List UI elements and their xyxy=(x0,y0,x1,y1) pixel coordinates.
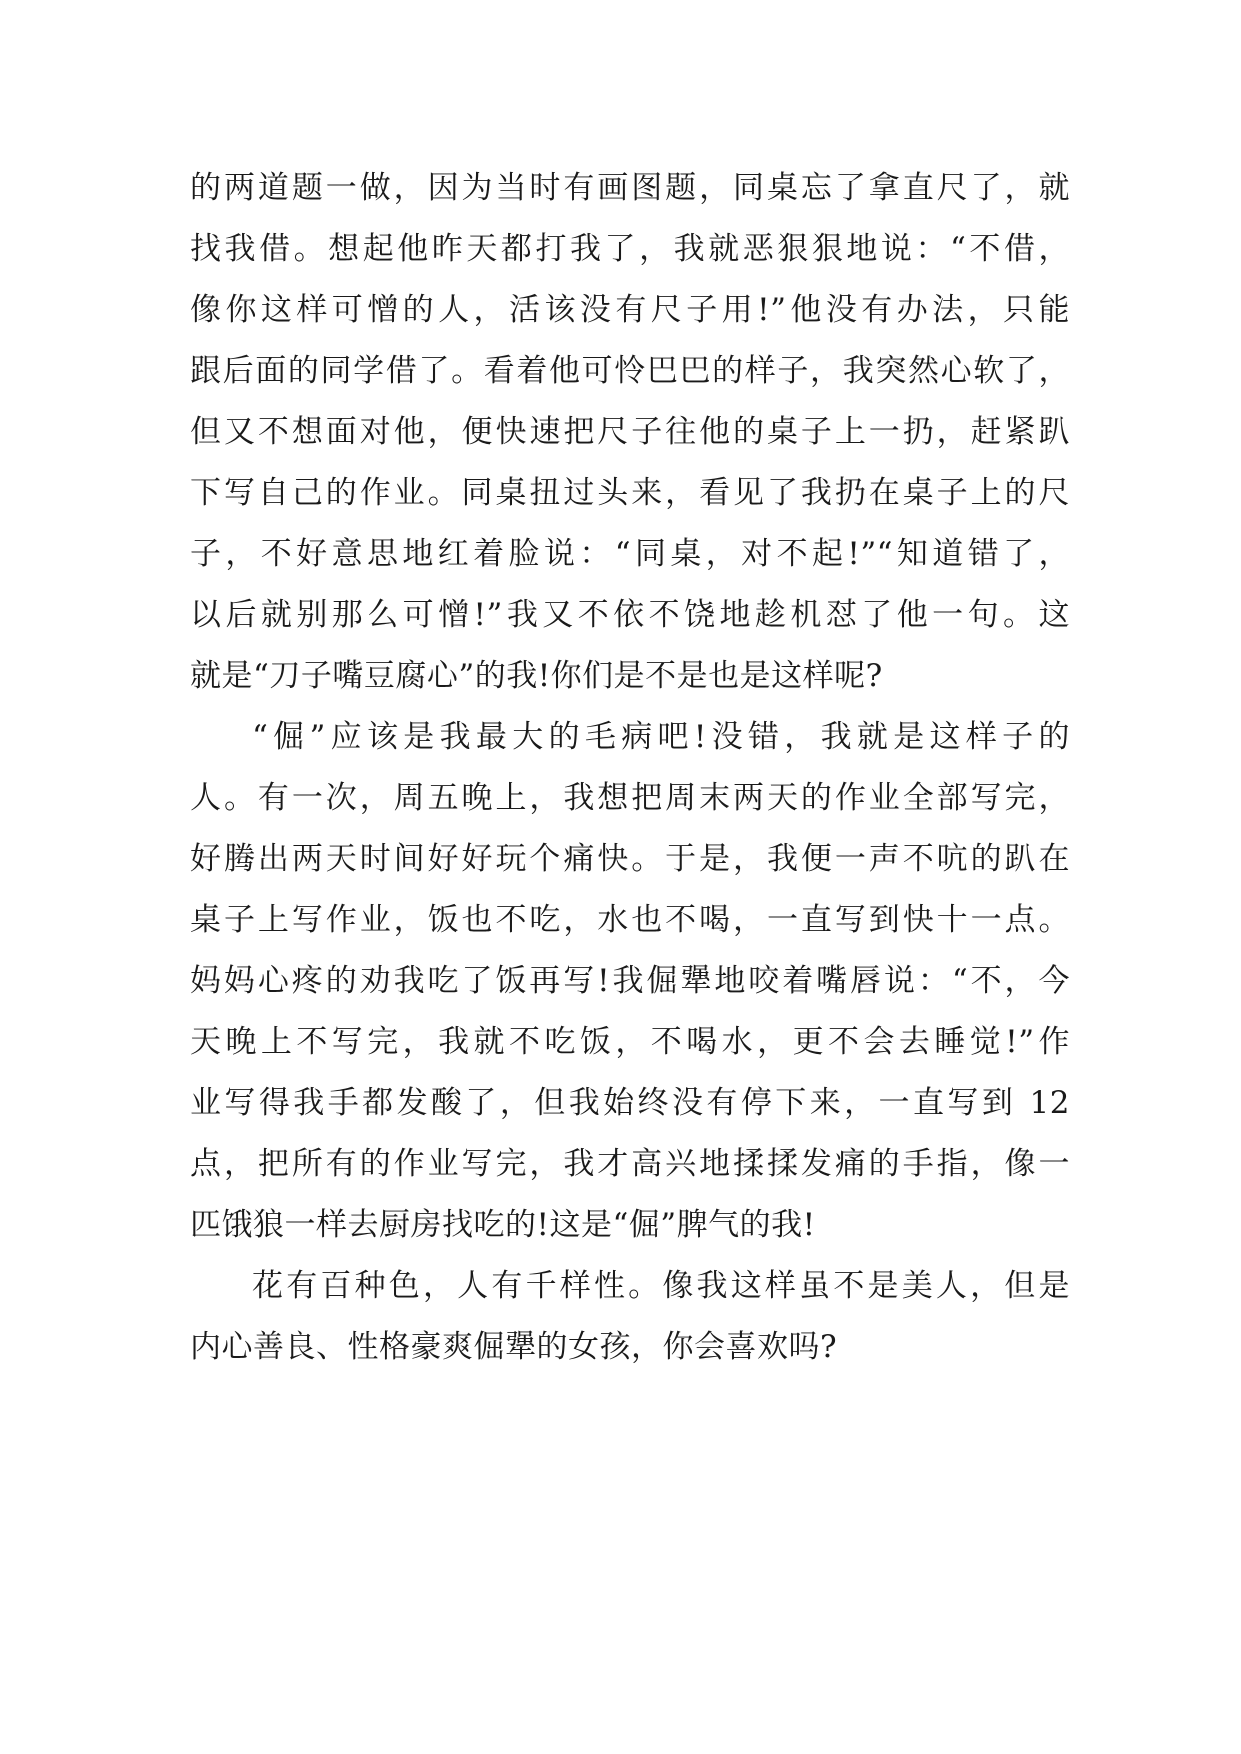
text-line: 跟后面的同学借了。看着他可怜巴巴的样子，我突然心软了， xyxy=(190,353,1070,389)
paragraph-1 xyxy=(190,158,1070,707)
text-line: 人。有一次，周五晚上，我想把周末两天的作业全部写完， xyxy=(190,780,1070,816)
paragraph-3 xyxy=(190,1256,1070,1378)
text-line: 子，不好意思地红着脸说：“同桌，对不起!”“知道错了， xyxy=(190,536,1070,572)
text-line: 找我借。想起他昨天都打我了，我就恶狠狠地说：“不借， xyxy=(190,231,1070,267)
text-line: 内心善良、性格豪爽倔犟的女孩，你会喜欢吗? xyxy=(190,1329,838,1365)
text-line: 好腾出两天时间好好玩个痛快。于是，我便一声不吭的趴在 xyxy=(190,841,1070,877)
text-line: 妈妈心疼的劝我吃了饭再写!我倔犟地咬着嘴唇说：“不，今 xyxy=(190,963,1070,999)
text-line: 业写得我手都发酸了，但我始终没有停下来，一直写到 12 xyxy=(190,1085,1070,1121)
text-line: 花有百种色，人有千样性。像我这样虽不是美人，但是 xyxy=(252,1268,1070,1304)
text-line: 以后就别那么可憎!”我又不依不饶地趁机怼了他一句。这 xyxy=(190,597,1070,633)
text-line: 桌子上写作业，饭也不吃，水也不喝，一直写到快十一点。 xyxy=(190,902,1070,938)
text-line: 像你这样可憎的人，活该没有尺子用!”他没有办法，只能 xyxy=(190,292,1070,328)
text-line: 的两道题一做，因为当时有画图题，同桌忘了拿直尺了，就 xyxy=(190,170,1070,206)
text-line: 点，把所有的作业写完，我才高兴地揉揉发痛的手指，像一 xyxy=(190,1146,1070,1182)
text-line: 但又不想面对他，便快速把尺子往他的桌子上一扔，赶紧趴 xyxy=(190,414,1070,450)
text-line: 就是“刀子嘴豆腐心”的我!你们是不是也是这样呢? xyxy=(190,658,883,694)
text-line: “倔”应该是我最大的毛病吧!没错，我就是这样子的 xyxy=(252,719,1070,755)
document-body xyxy=(190,158,1070,1378)
text-line: 天晚上不写完，我就不吃饭，不喝水，更不会去睡觉!”作 xyxy=(190,1024,1070,1060)
paragraph-2 xyxy=(190,707,1070,1256)
text-line: 匹饿狼一样去厨房找吃的!这是“倔”脾气的我! xyxy=(190,1207,816,1243)
text-line: 下写自己的作业。同桌扭过头来，看见了我扔在桌子上的尺 xyxy=(190,475,1070,511)
